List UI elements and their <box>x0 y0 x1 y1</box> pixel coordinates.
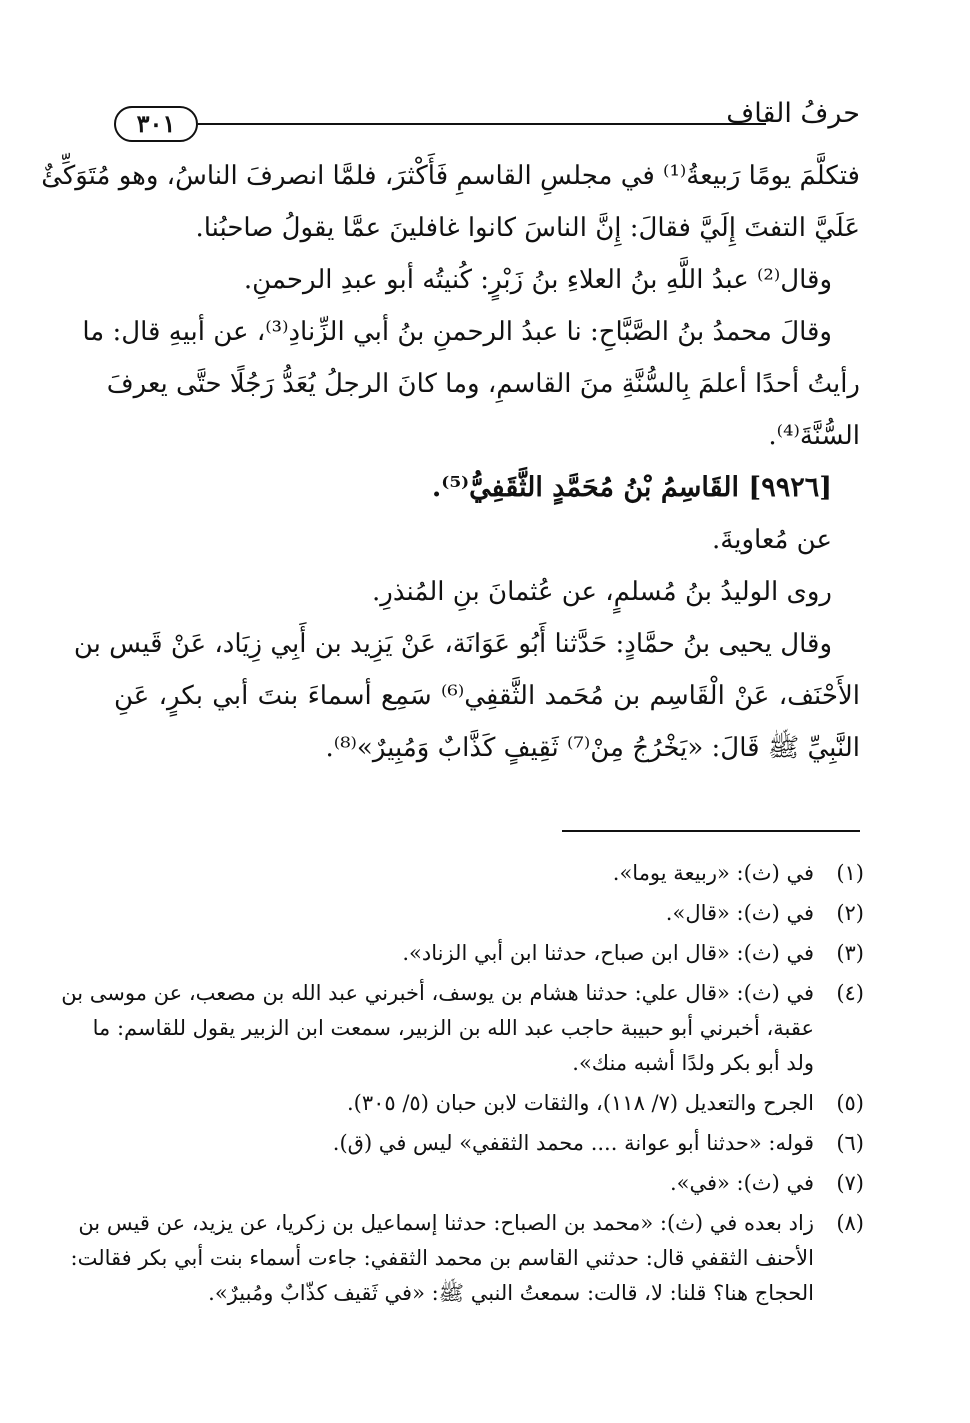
footnote <box>114 1086 864 1121</box>
footnote <box>61 976 864 1081</box>
footnote-line: الأحنف الثقفي قال: حدثني القاسم بن محمد الثقفي: جاءت أسماء بنت أبي بكر فقالت: <box>70 1246 814 1270</box>
footnote-line: ولد أبو بكر ولدًا أشبه منك». <box>572 1051 814 1075</box>
text-line: رأيتُ أحدًا أعلمَ بِالسُّنَّةِ منَ القاسمِ، وما كانَ الرجلُ يُعَدُّ رَجُلًا حتَّى يعرفَ <box>106 369 860 399</box>
footnote-line: قوله: «حدثنا أبو عوانة .... محمد الثقفي» ليس في (ق). <box>332 1131 814 1155</box>
footnote-number: (٥) <box>836 1091 864 1115</box>
text-line: الأَحْنَف، عَنْ الْقَاسِم بن مُحَمد الثَّقفِي⁽⁶⁾ سَمِع أسماءَ بنتَ أبي بكرٍ، عَنِ <box>114 681 860 711</box>
footnote-line: في (ث): «قال ابن صباح، حدثنا ابن أبي الزناد». <box>402 941 814 965</box>
text-line: وقالَ محمدُ بنُ الصَّبَّاحِ: نا عبدُ الرحمنِ بنُ أبي الزِّنادِ⁽³⁾، عن أبيهِ قال: ما <box>82 317 832 347</box>
text-line: وقال يحيى بنُ حمَّادٍ: حَدَّثنا أَبُو عَوَانَة، عَنْ يَزِيد بن أَبِي زِيَاد، عَنْ قَيس بن <box>73 629 832 659</box>
footnote-number: (٦) <box>836 1131 864 1155</box>
footnote-number: (٨) <box>836 1211 864 1235</box>
header-rule <box>198 123 766 125</box>
footnote-line: في (ث): «قال». <box>665 901 814 925</box>
footnote-number: (٤) <box>836 981 864 1005</box>
footnote-line: عقبة، أخبرني أبو حبيبة حاجب عبد الله بن الزبير، سمعت ابن الزبير يقول للقاسم: ما <box>92 1016 814 1040</box>
footnote-number: (٧) <box>836 1171 864 1195</box>
footnote <box>114 1166 864 1201</box>
chapter-title: حرفُ القاف <box>726 98 860 129</box>
footnote <box>114 936 864 971</box>
footnote-number: (٣) <box>836 941 864 965</box>
footnote <box>114 1126 864 1161</box>
text-line: عن مُعاويةَ. <box>712 525 832 555</box>
text-line: فتكلَّمَ يومًا رَبيعةُ⁽¹⁾ في مجلسِ القاسمِ فَأَكْثرَ، فلمَّا انصرفَ الناسُ، وهو مُتَوَكِّئٌ <box>41 161 860 191</box>
footnotes <box>61 856 864 1311</box>
footnote-line: الجرح والتعديل (٧/ ١١٨)، والثقات لابن حبان (٥/ ٣٠٥). <box>346 1091 814 1115</box>
footnote-line: زاد بعده في (ث): «محمد بن الصباح: حدثنا إسماعيل بن زكريا، عن يزيد، عن قيس بن <box>78 1211 814 1235</box>
footnote-number: (٢) <box>836 901 864 925</box>
text-line: روى الوليدُ بنُ مُسلمٍ، عن عُثمانَ بنِ المُنذرِ. <box>372 577 832 607</box>
footnote-line: في (ث): «قال علي: حدثنا هشام بن يوسف، أخبرني عبد الله بن مصعب، عن موسى بن <box>61 981 814 1005</box>
footnote-separator <box>562 830 860 832</box>
footnote-line: في (ث): «ربيعة يوما». <box>612 861 814 885</box>
footnote <box>114 896 864 931</box>
footnote-line: في (ث): «في». <box>669 1171 814 1195</box>
text-line: وقال⁽²⁾ عبدُ اللَّهِ بنُ العلاءِ بنُ زَبْرٍ: كُنيتُه أبو عبدِ الرحمنِ. <box>243 265 832 295</box>
page-number: ٣٠١ <box>114 106 198 142</box>
footnote-number: (١) <box>836 861 864 885</box>
text-line: النَّبِيِّ ﷺ قَالَ: «يَخْرُجُ مِنْ⁽⁷⁾ ثَقِيفٍ كَذَّابٌ وَمُبِيرٌ»⁽⁸⁾. <box>325 733 860 763</box>
entry-heading: [٩٩٢٦] القَاسِمُ بْنُ مُحَمَّدٍ الثَّقَفِيُّ⁽⁵⁾. <box>431 472 832 503</box>
footnote-line: الحجاج هنا؟ قلنا: لا، قالت: سمعتُ النبي ﷺ: «في ثَقيف كذّابٌ ومُبيرٌ». <box>208 1281 814 1305</box>
footnote <box>114 856 864 891</box>
text-line: عَلَيَّ التفتَ إِلَيَّ فقالَ: إِنَّ الناسَ كانوا غافلينَ عمَّا يقولُ صاحبُنا. <box>195 213 860 243</box>
text-line: السُّنَّةَ⁽⁴⁾. <box>768 421 860 451</box>
footnote <box>70 1206 864 1311</box>
main-text <box>41 150 860 774</box>
